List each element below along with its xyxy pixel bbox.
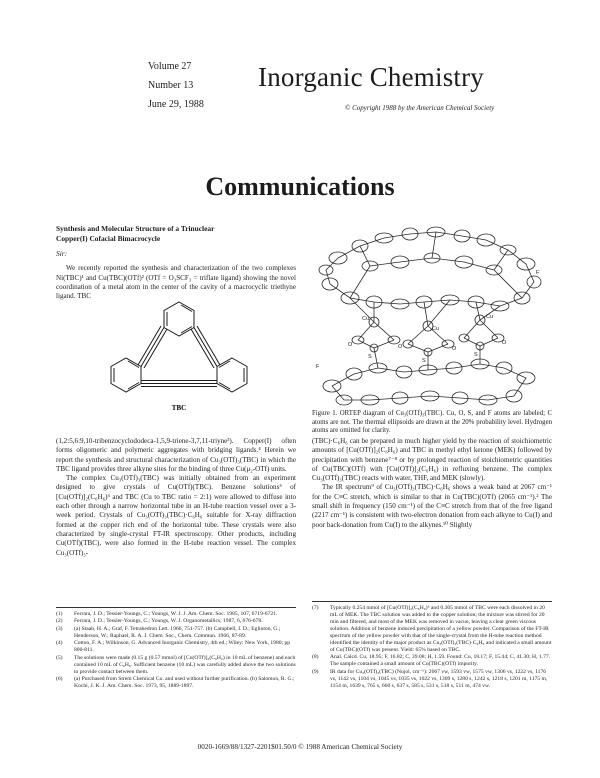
- paragraph-2: (1,2:5,6:9,10-tribenzocyclododeca-1,5,9-triene-3,7,11-triyne³). Copper(I) often forms oligomeric and polymeric aggregates with bridging ligands.⁴ Herein we report the synthesis and structural characterization of Cu₃(OTf)₃(TBC) in which the TBC ligand provides three alkyne sites for the binding of three Cu(μ₂-OTf) units.: [56, 437, 296, 473]
- svg-text:S: S: [474, 352, 478, 358]
- footnote: (4) Cotton, F. A.; Wilkinson, G. Advanced Inorganic Chemistry, 4th ed.; Wiley: New York, 1980; pp 800-811.: [56, 640, 291, 654]
- article-title-line1: Synthesis and Molecular Structure of a Trinuclear: [56, 224, 215, 233]
- footnote: (7) Typically 0.254 mmol of [Cu(OTf)]₂(C₆H₆)⁶ and 0.305 mmol of TBC were each dissolved in 20 mL of MEK. The TBC solution was added to the copper solution; the mixture was stirred for 20 min and filtered, and most of the MEK was removed in vacuo, leaving a clear green viscous solution. Addition of benzene induced precipitation of a yellow powder. Comparison of the FT-IR spectrum of the yellow powder with that of the single-crystal from the H-tube reaction method identified the identity of the major product as Cu₃(OTf)₃(TBC)·C₆H₆ and indicated a small amount of Cu(TBC)(OTf) was present. Yield: 65% based on TBC.: [312, 605, 552, 653]
- issue-number: Number 13: [148, 80, 194, 91]
- tbc-ring-upper: [319, 227, 541, 311]
- page-footer: 0020-1669/88/1327-2201$01.50/0 © 1988 American Chemical Society: [197, 743, 403, 751]
- volume-label: Volume 27: [148, 61, 192, 72]
- footnote: (8) Anal. Calcd. Cu, 18.95; F, 16.82; C, 39.08; H, 1.59. Found: Cu, 18.17; F, 15.44; C, 41.30; H, 1.77. The sample contained a small amount of Cu(TBC)(OTf) impurity.: [312, 654, 551, 668]
- footnote-divider-right: [312, 601, 552, 602]
- svg-text:S: S: [368, 354, 372, 360]
- copyright-line: © Copyright 1988 by the American Chemical Society: [345, 104, 495, 112]
- benzene-ring-right: [217, 358, 247, 392]
- svg-text:O: O: [452, 346, 457, 352]
- footnote: (5) The solutions were made (0.15 g (0.57 mmol) of [Cu(OTf)]₂(C₆H₆) in 10 mL of benzene) and each contained 10 mL of C₆H₆. Sufficient benzene (10 mL) was carefully added above the two solutions to provide contact between them.: [56, 654, 296, 675]
- svg-text:O: O: [398, 344, 403, 350]
- tbc-structure-diagram: [104, 296, 254, 418]
- footnote: (2) Ferrara, J. D.; Tessier-Youngs, C.; Youngs, W. J. Organometallics, 1987, 6, 676-678.: [56, 618, 263, 625]
- footnote: (9) IR data for Cu₃(OTf)₃(TBC) (Nujol, cm⁻¹): 2067 vw, 1593 vw, 1575 vw, 1306 vs, 1222 vs, 1176 vs, 1142 vs, 1104 vs, 1045 vs, 1035 vs, 1022 vs, 1309 s, 1280 s, 1242 s, 1218 s, 1201 m, 1175 m, 1154 m, 1639 s, 765 s, 660 s, 637 s, 585 s, 531 s, 518 s, 511 m, 474 vw.: [312, 668, 548, 689]
- footnotes-left: [56, 611, 296, 690]
- footnote: (1) Ferrara, J. D.; Tessier-Youngs, C.; Youngs, W. J. J. Am. Chem. Soc. 1985, 107, 6719-6721.: [56, 611, 278, 617]
- paragraph-3: The complex Cu₃(OTf)₃(TBC) was initially obtained from an experiment designed to give crystals of Cu(OTf)(TBC). Benzene solutions⁵ of [Cu(OTf)]₂(C₆H₆)⁶ and TBC (Cu to TBC ratio = 2:1) were allowed to diffuse into each other through a narrow horizontal tube in an H-tube reaction vessel over a 3-week period. Crystals of Cu₃(OTf)₃(TBC)·C₆H₆ suitable for X-ray diffraction formed at the copper rich end of the horizontal tube. These crystals were also characterized by single-crystal FT-IR spectroscopy. Other products, including Cu(OTf)(TBC), were also formed in the H-tube reaction vessel. The complex Cu₃(OTf)₃-: [56, 474, 296, 557]
- tbc-ring-lower: [323, 346, 535, 405]
- svg-text:Cu: Cu: [362, 316, 370, 322]
- footnotes-right: [312, 605, 552, 690]
- paragraph-1: We recently reported the synthesis and characterization of the two complexes Ni(TBC)¹ and Cu(TBC)(OTf)² (OTf = O₃SCF₃ = triflate ligand) showing the novel coordination of a metal atom in the center of the cavity of a macrocyclic triethyne ligand. TBC: [56, 264, 296, 301]
- tbc-label: TBC: [171, 404, 187, 412]
- svg-text:O: O: [502, 340, 507, 346]
- benzene-ring-left: [111, 358, 141, 392]
- svg-text:O: O: [348, 342, 353, 348]
- footnote: (3) (a) Staab, H. A.; Graf, F. Tetrahedron Lett. 1966, 751-757. (b) Campbell, I. D.; Eglinton, G.; Henderson, W.; Raphael, R. A. J. Chem. Soc., Chem. Commun. 1966, 87-89.: [56, 625, 281, 639]
- svg-text:Cu: Cu: [486, 314, 494, 320]
- benzene-ring-top: [164, 302, 194, 336]
- journal-title: Inorganic Chemistry: [258, 62, 485, 92]
- paragraph-5: The IR spectrum⁹ of Cu₃(OTf)₃(TBC)·C₆H₆ shows a weak band at 2067 cm⁻¹ for the C≡C stretch, which is similar to that in Cu(TBC)(OTf) (2065 cm⁻¹).² The small shift in frequency (150 cm⁻¹) of the C≡C stretch from that of the free ligand (2217 cm⁻¹) is consistent with two-electron donation from each alkyne to Cu(I) and poor back-donation from Cu(I) to the alkynes.¹⁰ Slightly: [312, 483, 552, 529]
- svg-text:Cu: Cu: [432, 326, 440, 332]
- paragraph-4: (TBC)·C₆H₆ can be prepared in much higher yield by the reaction of stoichiometric amounts of [Cu(OTf)]₂(C₆H₆) and TBC in methyl ethyl ketone (MEK) followed by precipitation with benzene⁷⁻⁸ or by prolonged reaction of stoichiometric quantities of Cu(TBC)(OTf) with [Cu(OTf)]₂(C₆H₆) in refluxing benzene. The complex Cu₃(OTf)₃(TBC) reacts with water, THF, and MEK (slowly).: [312, 437, 552, 483]
- left-column: [56, 224, 296, 301]
- left-column-continued: [56, 437, 296, 558]
- copper-atoms: [350, 298, 500, 331]
- svg-text:F: F: [536, 270, 540, 276]
- salutation: Sir:: [56, 249, 68, 258]
- svg-text:S: S: [422, 358, 426, 364]
- section-title: Communications: [205, 172, 395, 201]
- figure-caption: Figure 1. ORTEP diagram of Cu₃(OTf)₃(TBC). Cu, O, S, and F atoms are labeled; C atoms are not. The thermal ellipsoids are drawn at the 20% probability level. Hydrogen atoms are omitted for clarity.: [312, 410, 552, 435]
- issue-date: June 29, 1988: [148, 99, 204, 110]
- footnote-divider-left: [56, 607, 296, 608]
- svg-text:F: F: [316, 364, 320, 370]
- ortep-figure: [308, 218, 550, 410]
- footnote: (6) (a) Purchased from Strem Chemical Co. and used without further purification. (b) Salomon, R. G.; Kochi, J. K. J. Am. Chem. Soc. 1973, 95, 1889-1897.: [56, 675, 295, 689]
- article-title-line2: Copper(I) Cofacial Bimacrocycle: [56, 233, 161, 243]
- right-column: [312, 437, 552, 530]
